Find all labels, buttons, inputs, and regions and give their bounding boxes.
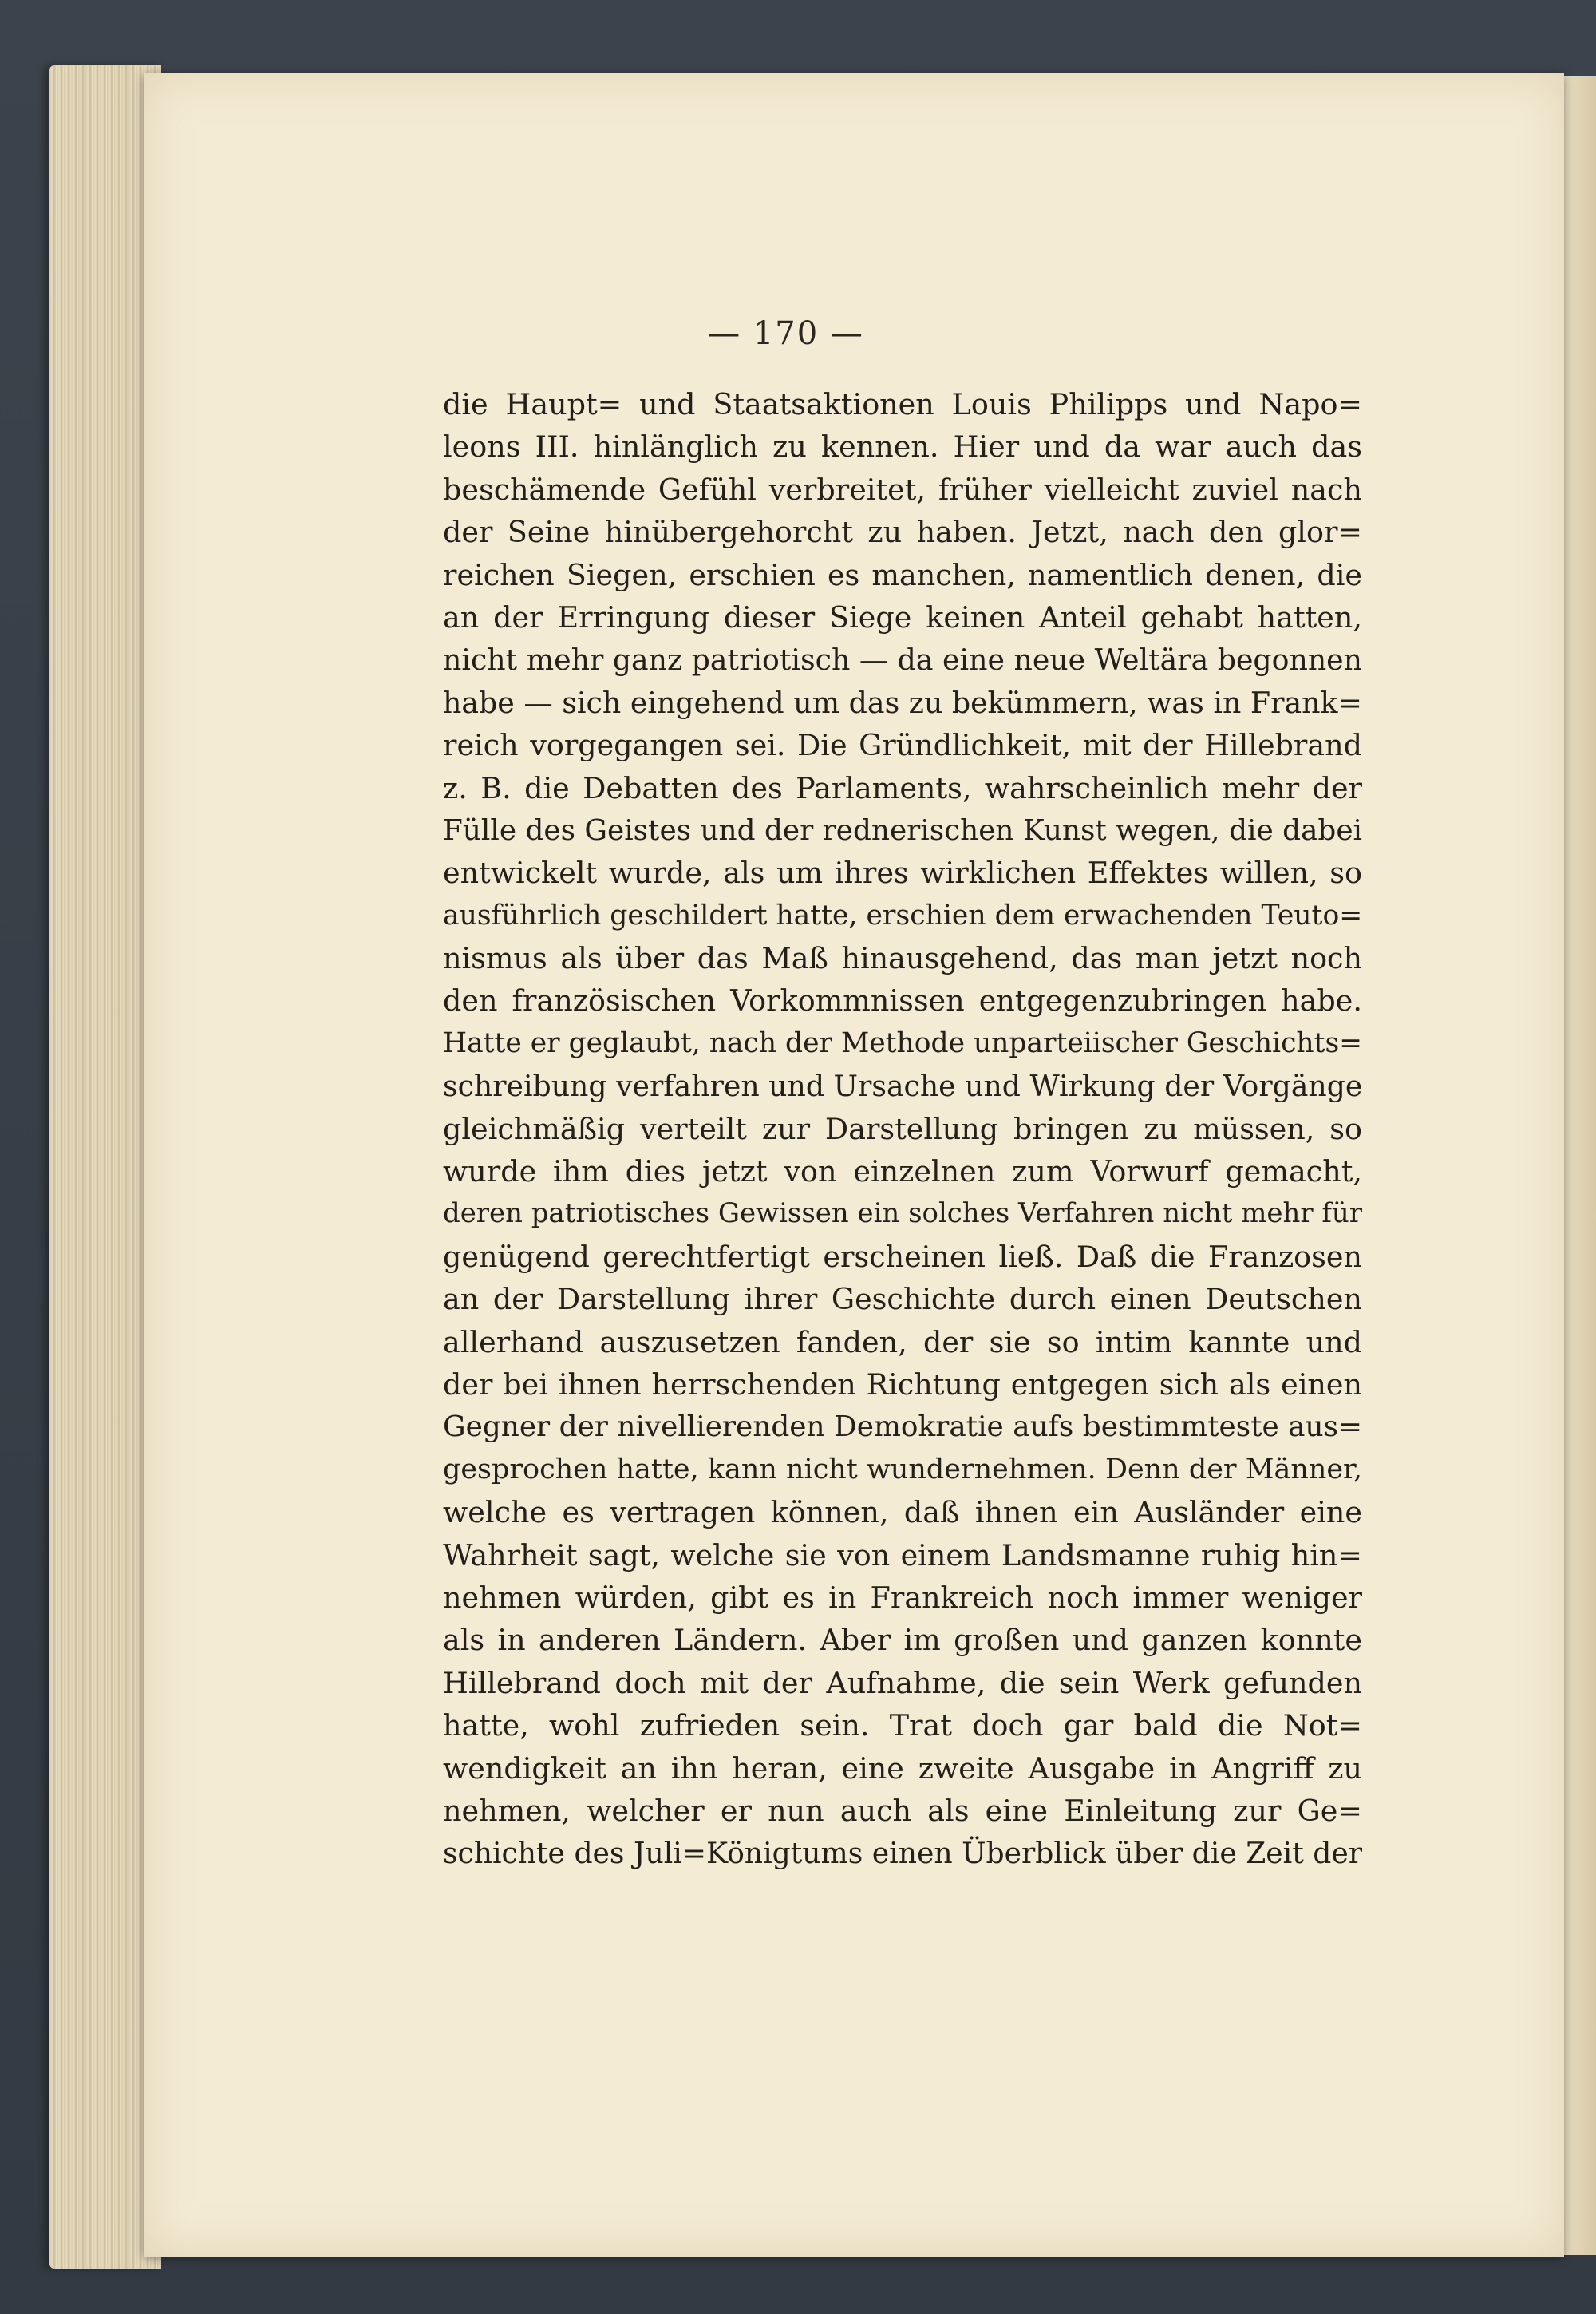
text-line: schichte des Juli=Königtums einen Überblick über die Zeit der <box>443 1836 1362 1871</box>
body-text <box>443 383 1362 1875</box>
text-line: gleichmäßig verteilt zur Darstellung bringen zu müssen, so <box>443 1111 1362 1146</box>
text-line: gesprochen hatte, kann nicht wundernehmen. Denn der Männer, <box>443 1453 1362 1485</box>
text-line: nehmen würden, gibt es in Frankreich noch immer weniger <box>443 1580 1362 1615</box>
text-line: Fülle des Geistes und der rednerischen Kunst wegen, die dabei <box>443 813 1362 847</box>
text-line: z. B. die Debatten des Parlaments, wahrscheinlich mehr der <box>443 770 1362 805</box>
text-line: wurde ihm dies jetzt von einzelnen zum Vorwurf gemacht, <box>443 1154 1362 1189</box>
text-line: ausführlich geschildert hatte, erschien dem erwachenden Teuto= <box>443 899 1363 932</box>
text-line: schreibung verfahren und Ursache und Wirkung der Vorgänge <box>443 1069 1363 1104</box>
page-number-text: — 170 — <box>708 315 864 352</box>
text-line: nismus als über das Maß hinausgehend, das man jetzt noch <box>443 941 1362 976</box>
text-line: Wahrheit sagt, welche sie von einem Landsmanne ruhig hin= <box>443 1537 1362 1572</box>
text-line: reich vorgegangen sei. Die Gründlichkeit, mit der Hillebrand <box>443 728 1362 763</box>
text-line: an der Darstellung ihrer Geschichte durch einen Deutschen <box>443 1282 1362 1317</box>
text-line: welche es vertragen können, daß ihnen ein Ausländer eine <box>443 1495 1362 1530</box>
text-line: nehmen, welcher er nun auch als eine Einleitung zur Ge= <box>443 1793 1362 1828</box>
text-line: hatte, wohl zufrieden sein. Trat doch gar bald die Not= <box>443 1708 1362 1743</box>
text-line: genügend gerechtfertigt erscheinen ließ. Daß die Franzosen <box>443 1239 1362 1274</box>
text-line: als in anderen Ländern. Aber im großen und ganzen konnte <box>443 1623 1362 1658</box>
text-line: Gegner der nivellierenden Demokratie aufs bestimmteste aus= <box>443 1410 1362 1444</box>
text-line: der bei ihnen herrschenden Richtung entgegen sich als einen <box>443 1367 1362 1402</box>
text-line: beschämende Gefühl verbreitet, früher vielleicht zuviel nach <box>443 472 1362 507</box>
text-line: der Seine hinübergehorcht zu haben. Jetzt, nach den glor= <box>443 515 1362 550</box>
text-line: habe — sich eingehend um das zu bekümmern, was in Frank= <box>443 685 1362 720</box>
text-line: entwickelt wurde, als um ihres wirklichen Effektes willen, so <box>443 856 1362 891</box>
text-line: Hatte er geglaubt, nach der Methode unparteiischer Geschichts= <box>443 1026 1363 1059</box>
text-line: leons III. hinlänglich zu kennen. Hier und da war auch das <box>443 429 1362 465</box>
text-line: die Haupt= und Staatsaktionen Louis Philipps und Napo= <box>443 387 1362 421</box>
text-line: wendigkeit an ihn heran, eine zweite Ausgabe in Angriff zu <box>443 1750 1362 1786</box>
text-line: reichen Siegen, erschien es manchen, namentlich denen, die <box>443 557 1362 592</box>
text-line: deren patriotisches Gewissen ein solches Verfahren nicht mehr für <box>443 1198 1362 1230</box>
text-line: den französischen Vorkommnissen entgegenzubringen habe. <box>443 983 1362 1019</box>
text-line: an der Erringung dieser Siege keinen Anteil gehabt hatten, <box>443 599 1362 635</box>
page-number <box>447 315 1125 352</box>
text-line: allerhand auszusetzen fanden, der sie so intim kannte und <box>443 1324 1362 1359</box>
text-line: nicht mehr ganz patriotisch — da eine neue Weltära begonnen <box>443 643 1362 678</box>
facing-page-edge <box>1560 76 1596 2255</box>
text-line: Hillebrand doch mit der Aufnahme, die sein Werk gefunden <box>443 1665 1362 1700</box>
